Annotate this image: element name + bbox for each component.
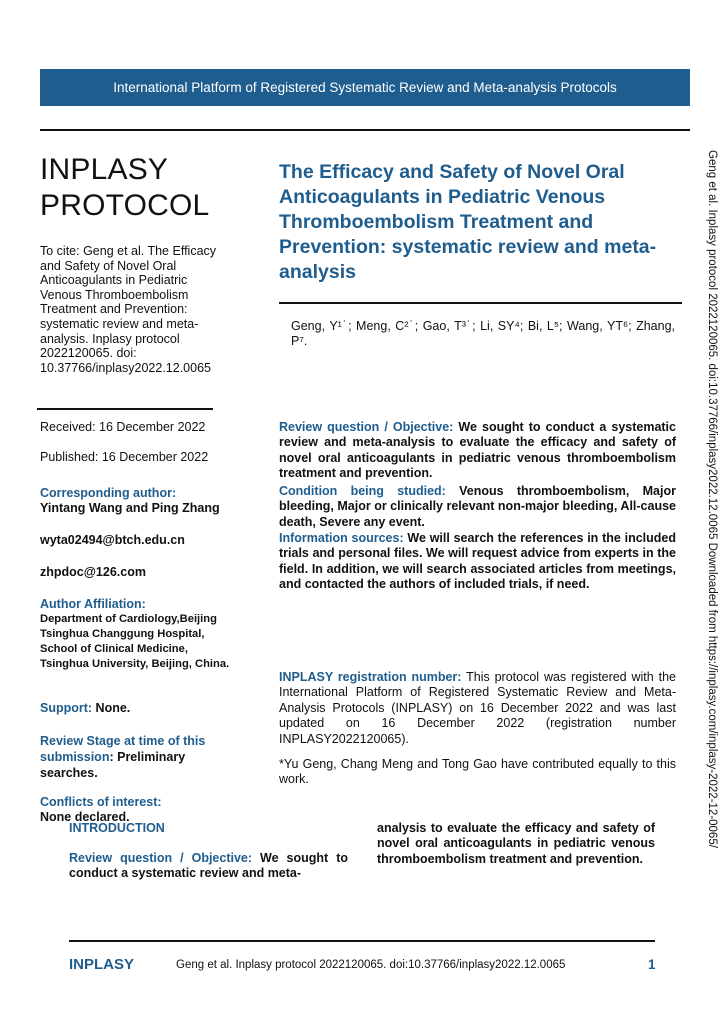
- intro-column-1: [69, 851, 348, 882]
- title-rule: [279, 302, 682, 304]
- review-question-label: Review question / Objective:: [279, 420, 454, 434]
- footer-citation: Geng et al. Inplasy protocol 2022120065. doi:10.37766/inplasy2022.12.0065: [176, 959, 566, 971]
- information-sources: [279, 531, 676, 593]
- information-label: Information sources:: [279, 531, 404, 545]
- side-download-note: Geng et al. Inplasy protocol 2022120065. doi:10.37766/inplasy2022.12.0065 Downloaded from https://inplasy.com/inplasy-2022-12-0065/: [706, 150, 718, 848]
- intro-rq-label: Review question / Objective:: [69, 851, 253, 865]
- conflicts-label: Conflicts of interest:: [40, 795, 162, 809]
- author-affiliation: [40, 597, 240, 672]
- header-banner: [40, 69, 690, 106]
- support-value: None.: [92, 701, 131, 715]
- author-list: Geng, Y¹˙; Meng, C²˙; Gao, T³˙; Li, SY⁴; Bi, L⁵; Wang, YT⁶; Zhang, P⁷.: [291, 319, 675, 348]
- condition-studied: [279, 484, 676, 530]
- condition-label: Condition being studied:: [279, 484, 446, 498]
- brand-line-2: PROTOCOL: [40, 189, 210, 222]
- affiliation-label: Author Affiliation:: [40, 597, 146, 611]
- page-number: 1: [648, 957, 656, 972]
- email-1: wyta02494@btch.edu.cn: [40, 533, 185, 547]
- corresponding-author: [40, 486, 240, 516]
- header-rule: [40, 129, 690, 131]
- review-stage: [40, 733, 230, 781]
- footer-rule: [69, 940, 655, 942]
- conflicts-value: None declared.: [40, 810, 130, 824]
- protocol-brand: [40, 152, 209, 224]
- corresponding-label: Corresponding author:: [40, 486, 177, 500]
- registration-number: [279, 670, 676, 747]
- intro-column-2: analysis to evaluate the efficacy and safety of novel oral anticoagulants in pediatric venous thromboembolism treatment and prevention.: [377, 821, 655, 866]
- registration-text: This protocol was registered with the International Platform of Registered Systematic Review and Meta-Analysis Protocols (INPLASY) on 16 December 2022 and was last updated on 16 December 2022 (registration number INPLASY2022120065).: [279, 670, 676, 746]
- condition-text: Venous thromboembolism, Major bleeding, Major or clinically relevant non-major bleeding, All-cause death, Severe any event.: [279, 484, 676, 529]
- registration-label: INPLASY registration number:: [279, 670, 462, 684]
- support-label: Support:: [40, 701, 93, 715]
- intro-rq-text: We sought to conduct a systematic review and meta-: [69, 851, 348, 881]
- equal-contribution-note: *Yu Geng, Chang Meng and Tong Gao have contributed equally to this work.: [279, 757, 676, 787]
- review-question-text: We sought to conduct a systematic review and meta-analysis to evaluate the efficacy and safety of novel oral anticoagulants in pediatric venous thromboembolism treatment and prevention.: [279, 420, 676, 481]
- introduction-heading: INTRODUCTION: [69, 821, 165, 835]
- review-stage-value: : Preliminary searches.: [40, 750, 186, 780]
- footer-brand: INPLASY: [69, 956, 135, 973]
- published-date: Published: 16 December 2022: [40, 450, 209, 464]
- affiliation-text: Department of Cardiology,Beijing Tsinghua Changgung Hospital, School of Clinical Medicine, Tsinghua University, Beijing, China.: [40, 613, 230, 670]
- article-title: The Efficacy and Safety of Novel Oral Anticoagulants in Pediatric Venous Thromboembolism Treatment and Prevention: systematic review and meta-analysis: [279, 161, 657, 283]
- corresponding-names: Yintang Wang and Ping Zhang: [40, 501, 220, 515]
- brand-line-1: INPLASY: [40, 153, 169, 186]
- email-2: zhpdoc@126.com: [40, 565, 146, 579]
- support: [40, 700, 240, 716]
- citation-block: To cite: Geng et al. The Efficacy and Safety of Novel Oral Anticoagulants in Pediatric Venous Thromboembolism Treatment and Prevention: systematic review and meta-analysis. Inplasy protocol 2022120065. doi: 10.37766/inplasy2022.12.0065: [40, 244, 217, 375]
- sidebar-rule: [37, 408, 213, 410]
- received-date: Received: 16 December 2022: [40, 420, 206, 434]
- banner-text: International Platform of Registered Systematic Review and Meta-analysis Protocols: [113, 80, 617, 95]
- review-question: [279, 420, 676, 482]
- review-stage-label: Review Stage at time of this submission: [40, 734, 206, 764]
- information-text: We will search the references in the included trials and personal files. We will request advice from experts in the field. In addition, we will search associated articles from meetings, and contacted the authors of included trials, if need.: [279, 531, 676, 592]
